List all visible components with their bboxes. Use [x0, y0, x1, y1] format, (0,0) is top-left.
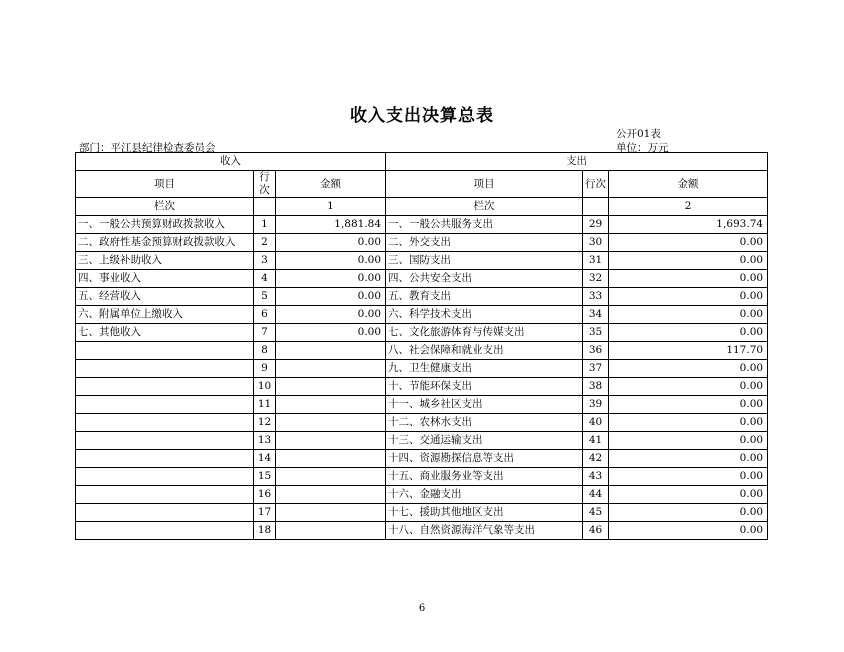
expense-line-cell: 44 — [583, 486, 609, 504]
expense-column-label: 栏次 — [386, 198, 583, 216]
income-amount-cell: 0.00 — [276, 306, 386, 324]
income-amount-cell — [276, 468, 386, 486]
expense-amount-cell: 0.00 — [609, 378, 768, 396]
expense-item-cell: 十七、援助其他地区支出 — [386, 504, 583, 522]
income-item-cell: 五、经营收入 — [76, 288, 254, 306]
expense-line-cell: 33 — [583, 288, 609, 306]
expense-line-cell: 38 — [583, 378, 609, 396]
table-row — [76, 378, 768, 396]
expense-line-cell: 41 — [583, 432, 609, 450]
expense-item-cell: 七、文化旅游体育与传媒支出 — [386, 324, 583, 342]
expense-item-cell: 六、科学技术支出 — [386, 306, 583, 324]
table-row — [76, 252, 768, 270]
table-row — [76, 450, 768, 468]
expense-amount-cell: 0.00 — [609, 432, 768, 450]
income-line-cell: 5 — [254, 288, 276, 306]
table-row — [76, 324, 768, 342]
expense-item-cell: 十四、资源勘探信息等支出 — [386, 450, 583, 468]
income-item-cell — [76, 432, 254, 450]
expense-item-cell: 一、一般公共服务支出 — [386, 216, 583, 234]
table-row — [76, 396, 768, 414]
department-label: 部门：平江县纪律检查委员会 — [79, 142, 216, 154]
expense-item-cell: 九、卫生健康支出 — [386, 360, 583, 378]
table-row — [76, 522, 768, 540]
table-row — [76, 360, 768, 378]
expense-header: 支出 — [386, 153, 768, 171]
income-line-cell: 9 — [254, 360, 276, 378]
table-row — [76, 216, 768, 234]
expense-line-cell: 35 — [583, 324, 609, 342]
income-item-header: 项目 — [76, 171, 254, 198]
expense-line-header: 行次 — [583, 171, 609, 198]
expense-item-header: 项目 — [386, 171, 583, 198]
income-line-header: 行次 — [254, 171, 276, 198]
expense-amount-header: 金额 — [609, 171, 768, 198]
expense-amount-cell: 0.00 — [609, 396, 768, 414]
expense-line-cell: 34 — [583, 306, 609, 324]
expense-line-cell: 31 — [583, 252, 609, 270]
table-row — [76, 234, 768, 252]
expense-amount-cell: 0.00 — [609, 360, 768, 378]
table-row — [76, 414, 768, 432]
income-amount-cell — [276, 360, 386, 378]
expense-amount-cell: 0.00 — [609, 306, 768, 324]
expense-item-cell: 十六、金融支出 — [386, 486, 583, 504]
income-header: 收入 — [76, 153, 386, 171]
expense-amount-cell: 0.00 — [609, 468, 768, 486]
income-amount-cell: 0.00 — [276, 252, 386, 270]
income-line-cell: 2 — [254, 234, 276, 252]
page-number: 6 — [418, 603, 426, 614]
income-line-cell: 17 — [254, 504, 276, 522]
income-amount-cell — [276, 522, 386, 540]
income-line-cell: 12 — [254, 414, 276, 432]
table-row — [76, 342, 768, 360]
expense-item-cell: 十五、商业服务业等支出 — [386, 468, 583, 486]
expense-column-number: 2 — [609, 198, 768, 216]
table-row — [76, 432, 768, 450]
income-amount-cell — [276, 396, 386, 414]
income-line-cell: 8 — [254, 342, 276, 360]
expense-line-cell: 39 — [583, 396, 609, 414]
column-number-row — [76, 198, 768, 216]
income-item-cell — [76, 504, 254, 522]
expense-line-cell: 40 — [583, 414, 609, 432]
table-row — [76, 306, 768, 324]
income-amount-cell — [276, 342, 386, 360]
expense-amount-cell: 0.00 — [609, 234, 768, 252]
expense-item-cell: 十一、城乡社区支出 — [386, 396, 583, 414]
income-item-cell — [76, 360, 254, 378]
income-line-cell: 18 — [254, 522, 276, 540]
income-item-cell — [76, 468, 254, 486]
income-item-cell: 七、其他收入 — [76, 324, 254, 342]
income-amount-cell: 1,881.84 — [276, 216, 386, 234]
expense-line-cell: 30 — [583, 234, 609, 252]
income-amount-cell — [276, 432, 386, 450]
income-column-blank — [254, 198, 276, 216]
income-line-cell: 14 — [254, 450, 276, 468]
expense-line-cell: 29 — [583, 216, 609, 234]
expense-amount-cell: 0.00 — [609, 504, 768, 522]
income-amount-cell — [276, 486, 386, 504]
income-item-cell: 四、事业收入 — [76, 270, 254, 288]
expense-item-cell: 二、外交支出 — [386, 234, 583, 252]
expense-amount-cell: 117.70 — [609, 342, 768, 360]
income-line-cell: 15 — [254, 468, 276, 486]
expense-line-cell: 45 — [583, 504, 609, 522]
expense-line-cell: 42 — [583, 450, 609, 468]
income-line-cell: 1 — [254, 216, 276, 234]
table-row — [76, 504, 768, 522]
income-item-cell — [76, 396, 254, 414]
form-number: 公开01表 — [616, 128, 661, 140]
expense-column-blank — [583, 198, 609, 216]
expense-amount-cell: 1,693.74 — [609, 216, 768, 234]
expense-line-cell: 37 — [583, 360, 609, 378]
income-amount-cell: 0.00 — [276, 234, 386, 252]
expense-item-cell: 十二、农林水支出 — [386, 414, 583, 432]
income-line-cell: 6 — [254, 306, 276, 324]
income-line-cell: 16 — [254, 486, 276, 504]
expense-item-cell: 八、社会保障和就业支出 — [386, 342, 583, 360]
income-item-cell — [76, 414, 254, 432]
income-line-cell: 3 — [254, 252, 276, 270]
income-line-cell: 4 — [254, 270, 276, 288]
income-line-cell: 13 — [254, 432, 276, 450]
expense-amount-cell: 0.00 — [609, 486, 768, 504]
income-amount-cell: 0.00 — [276, 324, 386, 342]
income-amount-cell: 0.00 — [276, 270, 386, 288]
expense-item-cell: 十三、交通运输支出 — [386, 432, 583, 450]
income-item-cell — [76, 342, 254, 360]
income-amount-header: 金额 — [276, 171, 386, 198]
income-item-cell: 三、上级补助收入 — [76, 252, 254, 270]
income-item-cell — [76, 378, 254, 396]
expense-line-cell: 36 — [583, 342, 609, 360]
income-amount-cell: 0.00 — [276, 288, 386, 306]
expense-amount-cell: 0.00 — [609, 450, 768, 468]
income-item-cell — [76, 486, 254, 504]
income-column-label: 栏次 — [76, 198, 254, 216]
expense-line-cell: 32 — [583, 270, 609, 288]
table-row — [76, 288, 768, 306]
expense-item-cell: 五、教育支出 — [386, 288, 583, 306]
expense-amount-cell: 0.00 — [609, 252, 768, 270]
table-row — [76, 270, 768, 288]
expense-amount-cell: 0.00 — [609, 288, 768, 306]
expense-amount-cell: 0.00 — [609, 270, 768, 288]
income-line-cell: 10 — [254, 378, 276, 396]
income-item-cell — [76, 450, 254, 468]
income-line-cell: 11 — [254, 396, 276, 414]
income-amount-cell — [276, 378, 386, 396]
expense-line-cell: 43 — [583, 468, 609, 486]
income-line-cell: 7 — [254, 324, 276, 342]
page-title: 收入支出决算总表 — [350, 106, 494, 126]
income-item-cell: 六、附属单位上缴收入 — [76, 306, 254, 324]
income-amount-cell — [276, 414, 386, 432]
income-amount-cell — [276, 504, 386, 522]
table-row — [76, 468, 768, 486]
unit-label: 单位：万元 — [616, 142, 669, 154]
income-item-cell — [76, 522, 254, 540]
expense-item-cell: 三、国防支出 — [386, 252, 583, 270]
header-row-2 — [76, 171, 768, 198]
income-item-cell: 一、一般公共预算财政拨款收入 — [76, 216, 254, 234]
income-expense-table — [75, 152, 768, 540]
income-item-cell: 二、政府性基金预算财政拨款收入 — [76, 234, 254, 252]
expense-amount-cell: 0.00 — [609, 414, 768, 432]
expense-amount-cell: 0.00 — [609, 522, 768, 540]
expense-item-cell: 四、公共安全支出 — [386, 270, 583, 288]
table-row — [76, 486, 768, 504]
income-amount-cell — [276, 450, 386, 468]
expense-item-cell: 十八、自然资源海洋气象等支出 — [386, 522, 583, 540]
expense-item-cell: 十、节能环保支出 — [386, 378, 583, 396]
header-row-1 — [76, 153, 768, 171]
expense-amount-cell: 0.00 — [609, 324, 768, 342]
income-column-number: 1 — [276, 198, 386, 216]
expense-line-cell: 46 — [583, 522, 609, 540]
